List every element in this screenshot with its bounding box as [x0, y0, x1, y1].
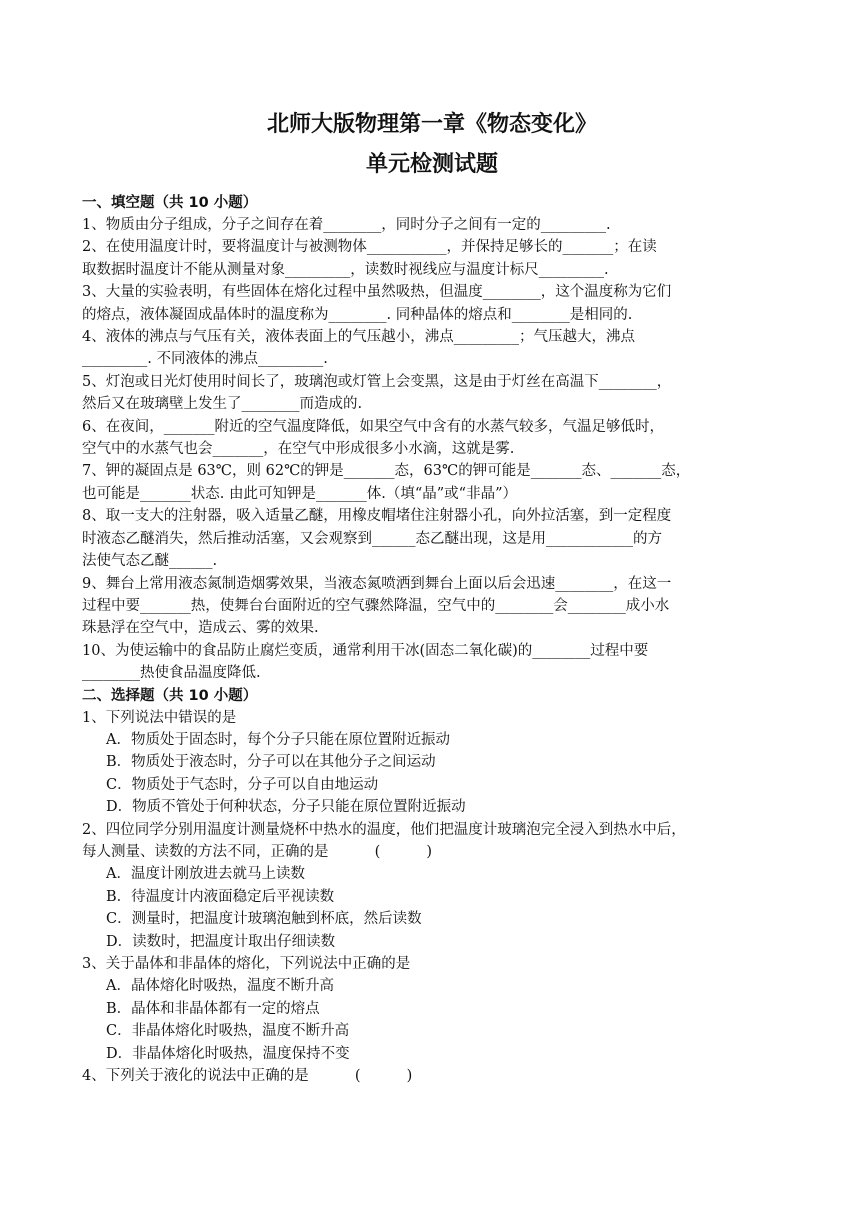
- question-line: 2、在使用温度计时，要将温度计与被测物体___________，并保持足够长的_______；在读: [82, 239, 657, 256]
- question-line: 也可能是_______状态. 由此可知钾是_______体.（填“晶”或“非晶”）: [82, 485, 517, 502]
- section-heading-choice: 二、选择题（共 10 小题）: [82, 687, 258, 704]
- multiple-choice-section: [82, 685, 782, 1088]
- question-line: 10、为使运输中的食品防止腐烂变质，通常利用干冰(固态二氧化碳)的________过程中要: [82, 642, 649, 659]
- answer-option: D．物质不管处于何种状态，分子只能在原位置附近振动: [106, 799, 466, 816]
- answer-option: A．物质处于固态时，每个分子只能在原位置附近振动: [106, 731, 450, 748]
- answer-option: B．物质处于液态时，分子可以在其他分子之间运动: [106, 754, 436, 771]
- question-stem: 2、四位同学分别用温度计测量烧杯中热水的温度，他们把温度计玻璃泡完全浸入到热水中后，: [82, 821, 686, 838]
- question-stem: 每人测量、读数的方法不同，正确的是 ( ): [82, 843, 432, 860]
- answer-option: C．测量时，把温度计玻璃泡触到杯底，然后读数: [106, 911, 422, 928]
- question-line: 然后又在玻璃壁上发生了________而造成的.: [82, 396, 363, 413]
- question-line: 4、液体的沸点与气压有关，液体表面上的气压越小，沸点_________；气压越大，沸点: [82, 329, 635, 346]
- section-heading-fill-in: 一、填空题（共 10 小题）: [82, 195, 258, 211]
- question-line: ________热使食品温度降低.: [82, 665, 261, 682]
- question-line: 1、物质由分子组成，分子之间存在着________，同时分子之间有一定的_________.: [82, 217, 611, 233]
- question-stem: 4、下列关于液化的说法中正确的是 ( ): [82, 1068, 413, 1085]
- question-line: 5、灯泡或日光灯使用时间长了，玻璃泡或灯管上会变黑，这是由于灯丝在高温下________，: [82, 373, 672, 390]
- answer-option: A．晶体熔化时吸热，温度不断升高: [106, 978, 334, 995]
- answer-option: C．物质处于气态时，分子可以自由地运动: [106, 776, 379, 793]
- question-line: 6、在夜间，_______附近的空气温度降低，如果空气中含有的水蒸气较多，气温足够低时，: [82, 418, 664, 435]
- question-line: 7、钾的凝固点是 63℃，则 62℃的钾是_______态，63℃的钾可能是_______态、_______态，: [82, 463, 691, 480]
- question-line: 时液态乙醚消失，然后推动活塞，又会观察到______态乙醚出现，这是用____________的方: [82, 530, 662, 547]
- question-line: 珠悬浮在空气中，造成云、雾的效果.: [82, 620, 319, 637]
- question-line: 空气中的水蒸气也会_______，在空气中形成很多小水滴，这就是雾.: [82, 441, 515, 458]
- answer-option: A．温度计刚放进去就马上读数: [106, 866, 305, 883]
- question-line: 过程中要_______热，使舞台台面附近的空气骤然降温，空气中的________会________成小水: [82, 597, 670, 614]
- answer-option: B．待温度计内液面稳定后平视读数: [106, 888, 335, 905]
- question-line: 8、取一支大的注射器，吸入适量乙醚，用橡皮帽堵住注射器小孔，向外拉活塞，到一定程度: [82, 508, 672, 525]
- question-stem: 3、关于晶体和非晶体的熔化，下列说法中正确的是: [82, 956, 411, 972]
- question-stem: 1、下列说法中错误的是: [82, 709, 237, 726]
- question-line: 3、大量的实验表明，有些固体在熔化过程中虽然吸热，但温度________，这个温度称为它们: [82, 284, 672, 301]
- fill-in-section: [82, 192, 782, 685]
- answer-option: C．非晶体熔化时吸热，温度不断升高: [106, 1023, 350, 1040]
- document-page: [82, 110, 782, 1087]
- question-line: 9、舞台上常用液态氮制造烟雾效果，当液态氮喷洒到舞台上面以后会迅速________，在这一: [82, 575, 672, 592]
- document-subtitle: 单元检测试题: [365, 151, 498, 177]
- question-line: 取数据时温度计不能从测量对象_________，读数时视线应与温度计标尺_________.: [82, 261, 609, 278]
- question-line: 的熔点，液体凝固成晶体时的温度称为________. 同种晶体的熔点和________是相同的.: [82, 306, 633, 323]
- answer-option: D．非晶体熔化时吸热，温度保持不变: [106, 1045, 350, 1062]
- question-line: _________. 不同液体的沸点_________.: [82, 351, 328, 368]
- question-line: 法使气态乙醚______.: [82, 553, 218, 570]
- document-title: 北师大版物理第一章《物态变化》: [266, 111, 597, 137]
- answer-option: D．读数时，把温度计取出仔细读数: [106, 933, 336, 950]
- answer-option: B．晶体和非晶体都有一定的熔点: [106, 1000, 320, 1017]
